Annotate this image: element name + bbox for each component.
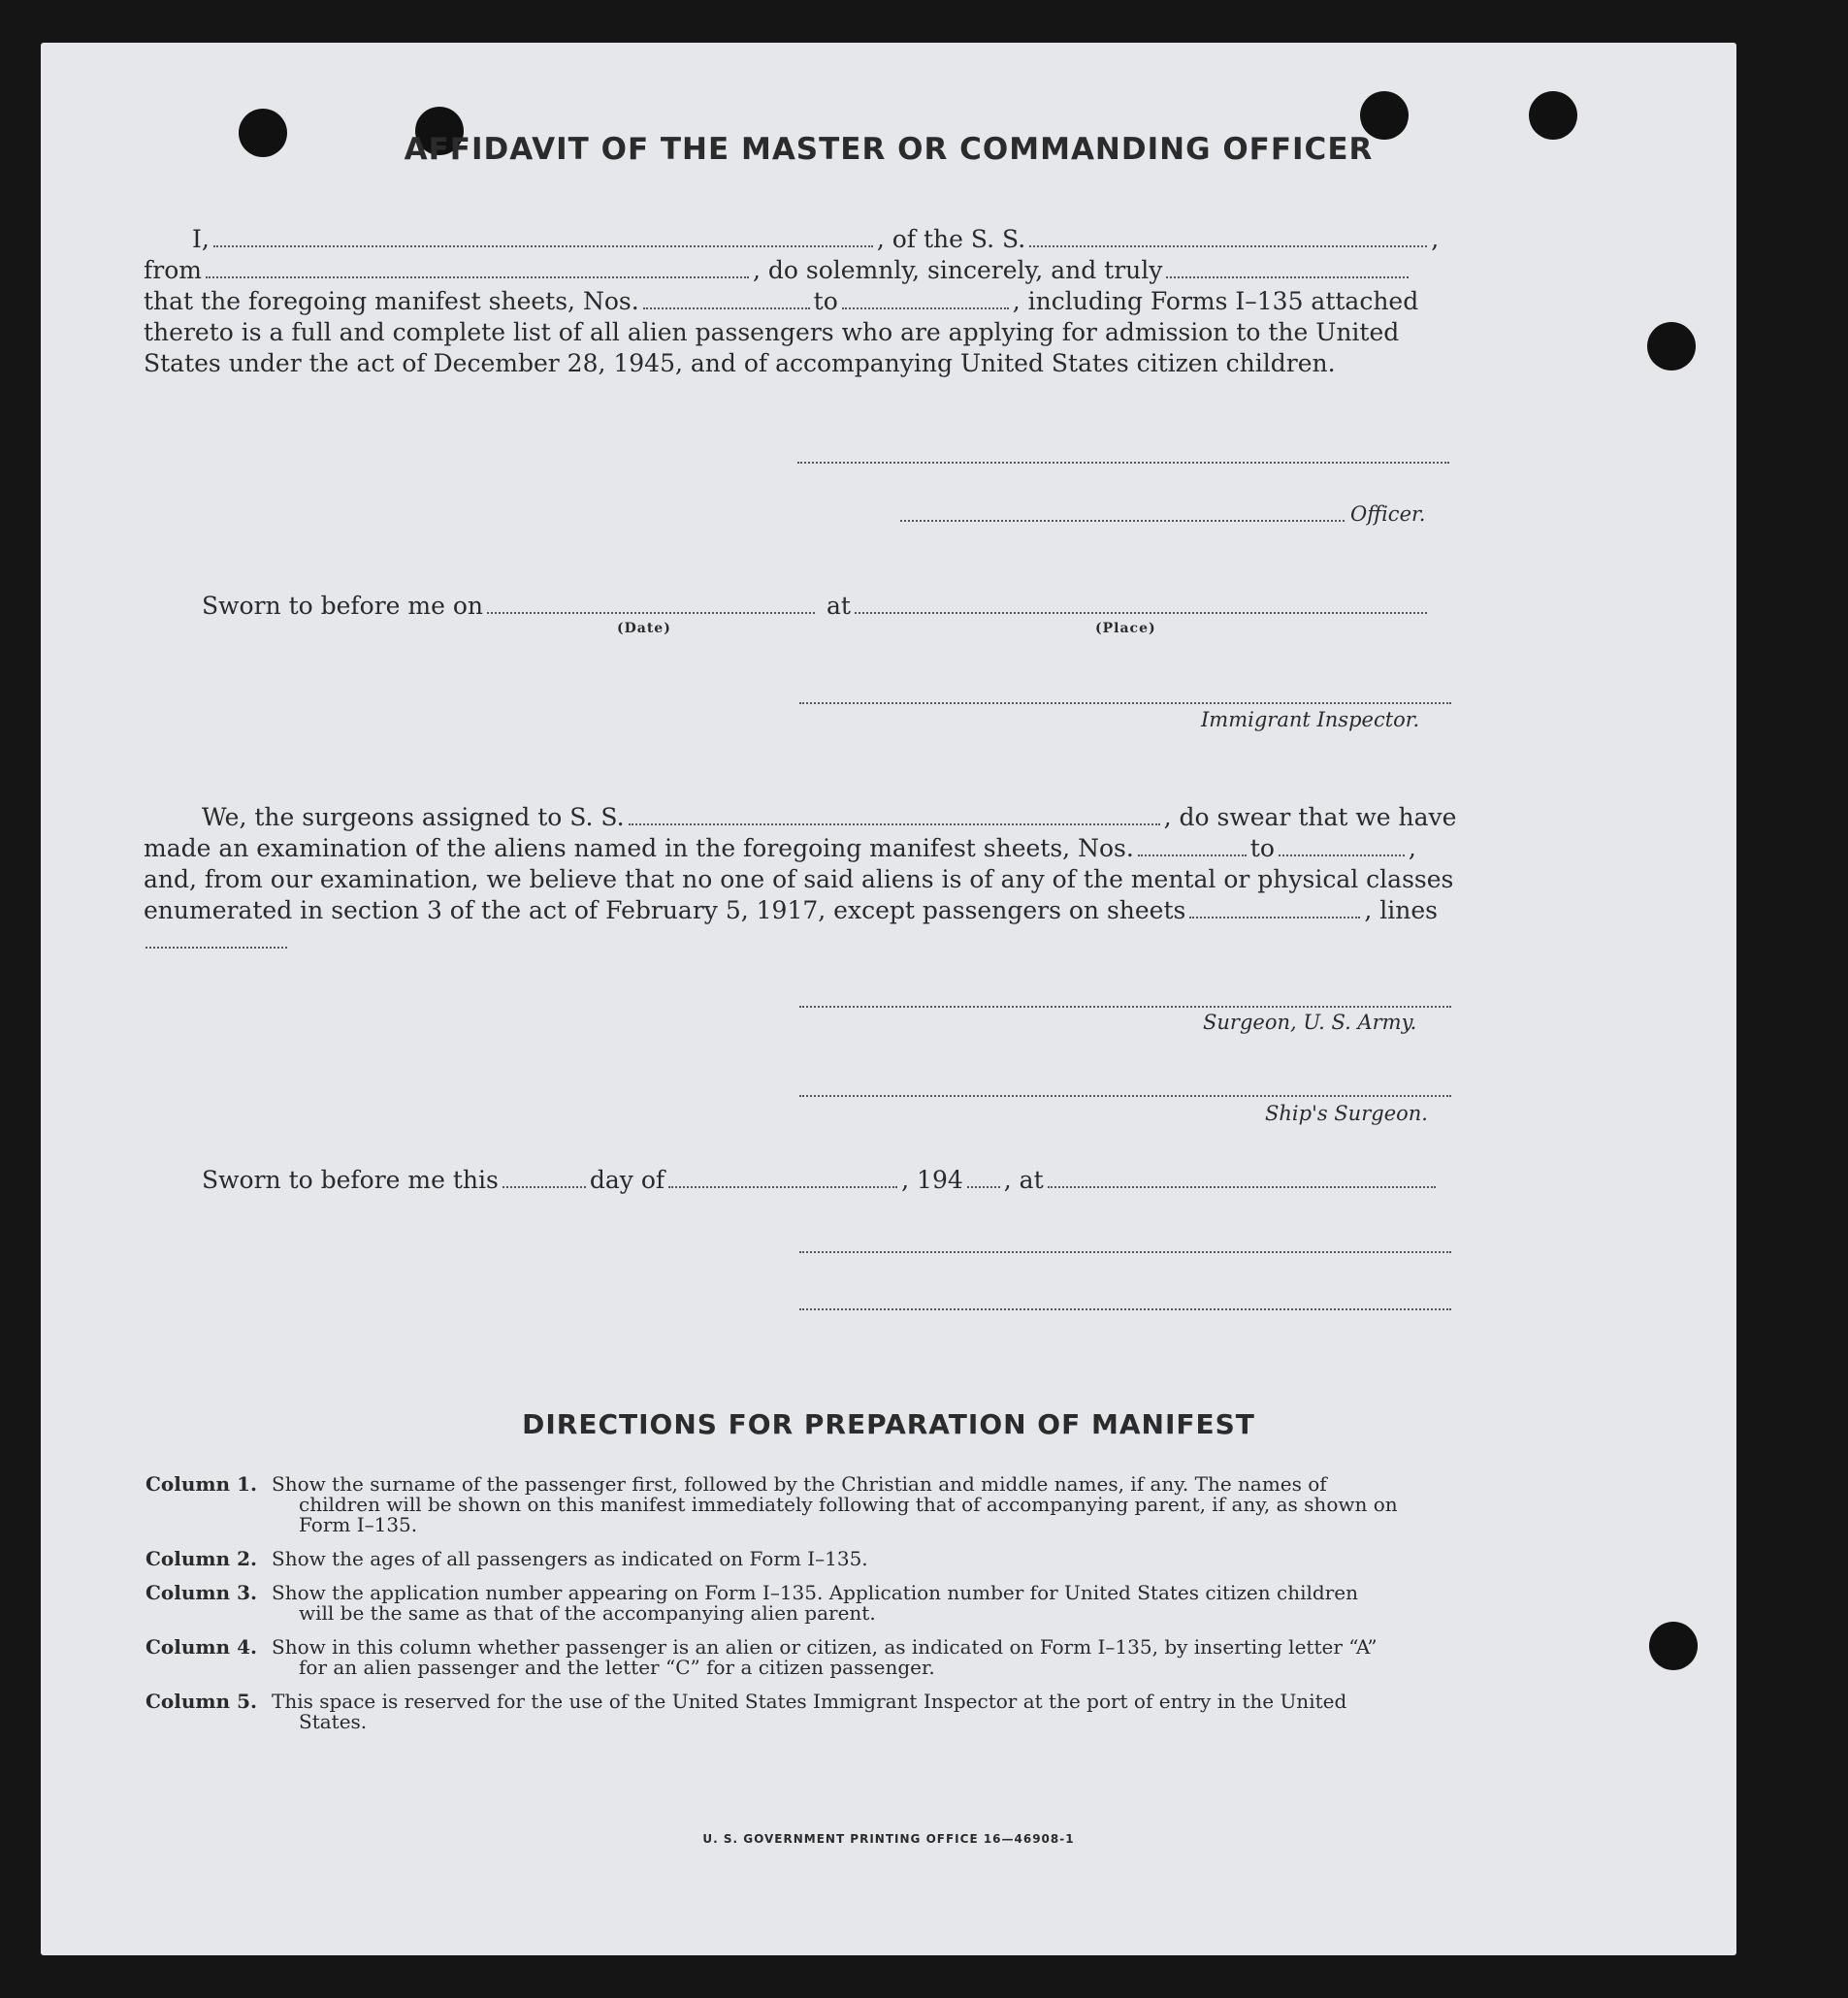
ship-surgeon-caption: Ship's Surgeon. — [1265, 1102, 1428, 1125]
sworn-day-line: Sworn to before me this day of , 194 , at — [202, 1166, 1440, 1195]
inspector-signature-line[interactable] — [799, 702, 1451, 704]
sworn-date-line: Sworn to before me on at — [202, 592, 1431, 621]
affidavit-title: AFFIDAVIT OF THE MASTER OR COMMANDING OFFICER — [404, 132, 1374, 167]
direction-label: Column 2. — [146, 1547, 257, 1570]
surgeons-line-1: We, the surgeons assigned to S. S. , do swear that we have — [202, 803, 1457, 831]
form-page — [41, 43, 1736, 1955]
direction-item — [146, 1474, 1455, 1535]
signature-line[interactable] — [799, 1251, 1451, 1253]
surgeons-line-3: and, from our examination, we believe that no one of said aliens is of any of the mental or physical classes — [144, 865, 1454, 893]
oath-field[interactable] — [1166, 257, 1409, 278]
surgeon-ship-field[interactable] — [629, 804, 1160, 825]
direction-item — [146, 1549, 1455, 1569]
port-from-field[interactable] — [206, 257, 749, 278]
direction-label: Column 4. — [146, 1635, 257, 1659]
punch-hole — [1649, 1622, 1698, 1670]
signature-line[interactable] — [797, 462, 1449, 464]
affidavit-line-5: States under the act of December 28, 1945, and of accompanying United States citizen children. — [144, 349, 1336, 377]
direction-label: Column 1. — [146, 1472, 257, 1496]
sworn-day-field[interactable] — [503, 1167, 586, 1188]
direction-text: Show in this column whether passenger is an alien or citizen, as indicated on Form I–135, by inserting letter “A” — [272, 1635, 1378, 1659]
affidavit-line-1: I, , of the S. S. , — [192, 225, 1440, 253]
army-surgeon-signature-line[interactable] — [799, 1006, 1451, 1008]
direction-item — [146, 1637, 1455, 1678]
affidavit-line-4: thereto is a full and complete list of all alien passengers who are applying for admission to the United — [144, 318, 1400, 346]
punch-hole — [1647, 322, 1696, 371]
surgeons-line-2: made an examination of the aliens named in the foregoing manifest sheets, Nos. to , — [144, 834, 1416, 862]
sworn-location-field[interactable] — [1048, 1167, 1436, 1188]
officer-signature-line[interactable] — [900, 520, 1345, 522]
ship-name-field[interactable] — [1029, 226, 1427, 247]
directions-title: DIRECTIONS FOR PREPARATION OF MANIFEST — [522, 1408, 1255, 1440]
sheets-from-field[interactable] — [643, 288, 810, 309]
sworn-year-field[interactable] — [967, 1167, 1000, 1188]
sworn-date-field[interactable] — [487, 593, 815, 614]
date-label: (Date) — [617, 621, 671, 636]
officer-name-field[interactable] — [213, 226, 873, 247]
ship-surgeon-signature-line[interactable] — [799, 1095, 1451, 1097]
inspector-caption: Immigrant Inspector. — [1201, 708, 1420, 731]
direction-label: Column 3. — [146, 1581, 257, 1604]
sworn-place-field[interactable] — [855, 593, 1427, 614]
exam-sheets-to-field[interactable] — [1279, 835, 1405, 856]
direction-text-continued: States. — [299, 1710, 368, 1733]
direction-text: This space is reserved for the use of the United States Immigrant Inspector at the port of entry in the United — [272, 1690, 1347, 1713]
exam-sheets-from-field[interactable] — [1138, 835, 1247, 856]
sheets-to-field[interactable] — [842, 288, 1009, 309]
surgeons-line-4: enumerated in section 3 of the act of February 5, 1917, except passengers on sheets , lines — [144, 896, 1438, 924]
direction-text: Show the application number appearing on Form I–135. Application number for United States citizen children — [272, 1581, 1358, 1604]
lines-field[interactable] — [146, 947, 287, 949]
place-label: (Place) — [1095, 621, 1156, 636]
affidavit-line-2: from , do solemnly, sincerely, and truly — [144, 256, 1412, 285]
except-sheets-field[interactable] — [1189, 897, 1360, 918]
direction-text-continued: children will be shown on this manifest immediately following that of accompanying parent, if any, as shown on Form I–135. — [299, 1493, 1398, 1536]
sworn-month-field[interactable] — [668, 1167, 897, 1188]
direction-text: Show the surname of the passenger first, followed by the Christian and middle names, if any. The names of — [272, 1472, 1327, 1496]
affidavit-line-3: that the foregoing manifest sheets, Nos. to , including Forms I–135 attached — [144, 287, 1419, 315]
direction-text-continued: will be the same as that of the accompanying alien parent. — [299, 1601, 876, 1625]
direction-item — [146, 1583, 1455, 1624]
directions-list — [146, 1474, 1455, 1746]
direction-text: Show the ages of all passengers as indicated on Form I–135. — [272, 1547, 868, 1570]
direction-text-continued: for an alien passenger and the letter “C” for a citizen passenger. — [299, 1656, 935, 1679]
printing-office-footer: U. S. GOVERNMENT PRINTING OFFICE 16—46908-1 — [702, 1832, 1075, 1846]
direction-label: Column 5. — [146, 1690, 257, 1713]
army-surgeon-caption: Surgeon, U. S. Army. — [1203, 1011, 1417, 1034]
officer-caption: Officer. — [1350, 502, 1426, 526]
direction-item — [146, 1692, 1455, 1732]
signature-line[interactable] — [799, 1308, 1451, 1310]
